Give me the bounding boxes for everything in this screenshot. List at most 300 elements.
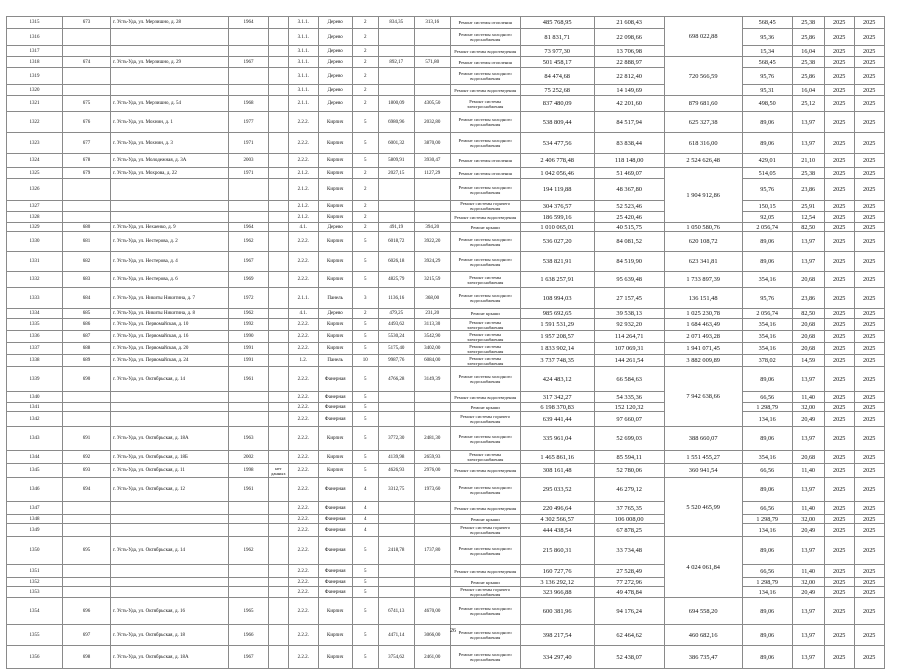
cell-id: 684 [63, 288, 111, 309]
cell-work: Ремонт системы электроснабжения [450, 96, 520, 112]
cell-note: нет данных [269, 464, 289, 478]
cell-y2: 2025 [854, 464, 884, 478]
cell-note [269, 427, 289, 451]
cell-note [269, 403, 289, 412]
cell-total: 388 660,07 [664, 427, 742, 451]
cell-y1: 2025 [824, 168, 854, 179]
cell-year: 1963 [229, 427, 269, 451]
cell-cost: 75 252,68 [520, 85, 594, 96]
cell-addr [111, 212, 229, 223]
cell-note [269, 598, 289, 625]
cell-id: 689 [63, 355, 111, 367]
cell-area [378, 85, 414, 96]
cell-addr: г. Усть-Уда, ул. Октябрьская, д. 11 [111, 464, 229, 478]
cell-area2 [414, 515, 450, 524]
cell-mat: Дерево [318, 57, 352, 68]
cell-cost: 424 483,12 [520, 367, 594, 392]
cell-unit2: 11,40 [792, 502, 824, 515]
cell-y1: 2025 [824, 232, 854, 252]
cell-y1: 2025 [824, 587, 854, 598]
cell-y1: 2025 [824, 29, 854, 46]
cell-area [378, 212, 414, 223]
cell-year [229, 201, 269, 212]
cell-unit2: 25,38 [792, 57, 824, 68]
cell-addr: г. Усть-Уда, ул. Нестерова, д. 6 [111, 272, 229, 288]
cell-addr: г. Усть-Уда, ул. Октябрьская, д. 14 [111, 537, 229, 565]
cell-area: 6018,72 [378, 232, 414, 252]
cell-area: 9987,76 [378, 355, 414, 367]
cell-year: 1968 [229, 96, 269, 112]
cell-mat: Кирпич [318, 598, 352, 625]
cell-area [378, 515, 414, 524]
cell-id [63, 502, 111, 515]
cell-y1: 2025 [824, 272, 854, 288]
cell-y2: 2025 [854, 367, 884, 392]
cell-y2: 2025 [854, 537, 884, 565]
cell-note [269, 451, 289, 464]
table-row [7, 46, 885, 57]
cell-y2: 2025 [854, 29, 884, 46]
cell-cost: 485 768,95 [520, 17, 594, 29]
cell-addr: г. Усть-Уда, ул. Октябрьская, д. 16 [111, 598, 229, 625]
cell-fl: 5 [352, 367, 378, 392]
cell-code: 2.1.1. [288, 96, 318, 112]
cell-mat: Кирпич [318, 168, 352, 179]
cell-code: 2.2.2. [288, 598, 318, 625]
cell-y1: 2025 [824, 478, 854, 502]
cell-y1: 2025 [824, 85, 854, 96]
cell-addr [111, 578, 229, 587]
cell-unit2: 25,38 [792, 168, 824, 179]
cell-cost2: 77 272,96 [594, 578, 664, 587]
table-row [7, 537, 885, 565]
cell-y2: 2025 [854, 17, 884, 29]
table-row [7, 331, 885, 343]
cell-fl: 5 [352, 412, 378, 427]
cell-addr: г. Усть-Уда, ул. Никиты Никитина, д. 8 [111, 309, 229, 319]
cell-area2: 3922,20 [414, 232, 450, 252]
cell-area: 2418,78 [378, 537, 414, 565]
cell-cost2: 52 523,46 [594, 201, 664, 212]
cell-y2: 2025 [854, 355, 884, 367]
cell-total: 1 025 230,78 [664, 309, 742, 319]
cell-id: 692 [63, 451, 111, 464]
cell-mat: Дерево [318, 223, 352, 232]
cell-mat: Дерево [318, 17, 352, 29]
table-row [7, 319, 885, 331]
cell-y2: 2025 [854, 223, 884, 232]
cell-total: 618 316,00 [664, 133, 742, 154]
cell-y2: 2025 [854, 154, 884, 168]
cell-fl: 2 [352, 201, 378, 212]
cell-year [229, 587, 269, 598]
cell-addr [111, 502, 229, 515]
cell-y1: 2025 [824, 343, 854, 355]
cell-cost2: 22 098,66 [594, 29, 664, 46]
cell-total: 2 524 626,48 [664, 154, 742, 168]
cell-note [269, 331, 289, 343]
cell-unit: 66,56 [742, 392, 792, 403]
cell-total: 4 024 061,84 [664, 537, 742, 598]
cell-code: 2.2.2. [288, 478, 318, 502]
cell-area2: 3149,39 [414, 367, 450, 392]
cell-mat: Кирпич [318, 331, 352, 343]
cell-id [63, 578, 111, 587]
cell-year: 1990 [229, 331, 269, 343]
cell-cost: 308 161,48 [520, 464, 594, 478]
cell-work: Ремонт системы электроснабжения [450, 319, 520, 331]
cell-note [269, 223, 289, 232]
cell-area2 [414, 212, 450, 223]
cell-id [63, 68, 111, 85]
table-row [7, 29, 885, 46]
cell-note [269, 524, 289, 537]
cell-id: 683 [63, 272, 111, 288]
cell-area2: 3113,30 [414, 319, 450, 331]
cell-unit: 89,06 [742, 232, 792, 252]
table-row [7, 68, 885, 85]
cell-addr [111, 29, 229, 46]
cell-work: Ремонт системы холодного водоснабжения [450, 288, 520, 309]
cell-addr: г. Усть-Уда, ул. Октябрьская, д. 12 [111, 478, 229, 502]
cell-y2: 2025 [854, 57, 884, 68]
cell-cost2: 152 120,32 [594, 403, 664, 412]
cell-id: 685 [63, 309, 111, 319]
cell-unit2: 20,68 [792, 319, 824, 331]
cell-work: Ремонт системы электроснабжения [450, 355, 520, 367]
cell-note [269, 68, 289, 85]
cell-cost2: 92 932,20 [594, 319, 664, 331]
cell-unit: 150,15 [742, 201, 792, 212]
cell-unit: 89,06 [742, 598, 792, 625]
cell-total: 1 904 912,86 [664, 168, 742, 223]
cell-addr: г. Усть-Уда, ул. Никиты Никитина, д. 7 [111, 288, 229, 309]
cell-n: 1322 [7, 112, 63, 133]
register-rows [7, 17, 885, 669]
cell-fl: 5 [352, 272, 378, 288]
cell-fl: 2 [352, 57, 378, 68]
cell-cost: 1 010 065,01 [520, 223, 594, 232]
cell-note [269, 537, 289, 565]
cell-n: 1340 [7, 392, 63, 403]
cell-work: Ремонт крыши [450, 578, 520, 587]
cell-year [229, 85, 269, 96]
cell-work: Ремонт системы водоотведения [450, 46, 520, 57]
cell-addr [111, 565, 229, 578]
cell-y2: 2025 [854, 392, 884, 403]
table-row [7, 232, 885, 252]
cell-id: 675 [63, 96, 111, 112]
cell-y2: 2025 [854, 502, 884, 515]
table-row [7, 392, 885, 403]
cell-year: 1992 [229, 319, 269, 331]
cell-unit2: 25,12 [792, 96, 824, 112]
cell-fl: 2 [352, 309, 378, 319]
cell-id: 693 [63, 464, 111, 478]
cell-note [269, 309, 289, 319]
cell-addr: г. Усть-Уда, ул. Мерзишно, д. 29 [111, 57, 229, 68]
cell-id [63, 515, 111, 524]
cell-cost: 1 833 902,14 [520, 343, 594, 355]
cell-area [378, 201, 414, 212]
cell-unit: 568,45 [742, 57, 792, 68]
table-row [7, 57, 885, 68]
cell-n: 1353 [7, 587, 63, 598]
cell-total: 460 682,16 [664, 625, 742, 646]
cell-unit2: 12,54 [792, 212, 824, 223]
cell-cost: 81 831,71 [520, 29, 594, 46]
cell-total: 620 108,72 [664, 232, 742, 252]
cell-work: Ремонт системы холодного водоснабжения [450, 625, 520, 646]
table-row [7, 367, 885, 392]
cell-unit: 134,16 [742, 524, 792, 537]
cell-n: 1348 [7, 515, 63, 524]
cell-unit2: 20,49 [792, 587, 824, 598]
cell-n: 1338 [7, 355, 63, 367]
cell-addr: г. Усть-Уда, ул. Нестерова, д. 4 [111, 252, 229, 272]
cell-fl: 5 [352, 319, 378, 331]
cell-code: 2.2.2. [288, 646, 318, 669]
cell-cost: 335 961,04 [520, 427, 594, 451]
cell-work: Ремонт системы холодного водоснабжения [450, 427, 520, 451]
cell-area: 2027,15 [378, 168, 414, 179]
cell-code: 2.2.2. [288, 515, 318, 524]
cell-unit: 134,16 [742, 587, 792, 598]
cell-addr [111, 524, 229, 537]
cell-code: 2.2.2. [288, 578, 318, 587]
table-row [7, 17, 885, 29]
cell-cost: 215 860,31 [520, 537, 594, 565]
cell-unit2: 13,97 [792, 252, 824, 272]
cell-work: Ремонт системы холодного водоснабжения [450, 232, 520, 252]
cell-note [269, 133, 289, 154]
cell-unit2: 23,86 [792, 288, 824, 309]
cell-note [269, 502, 289, 515]
cell-id [63, 46, 111, 57]
cell-unit2: 20,68 [792, 272, 824, 288]
cell-y1: 2025 [824, 201, 854, 212]
cell-n: 1341 [7, 403, 63, 412]
cell-cost: 1 957 208,57 [520, 331, 594, 343]
cell-addr [111, 46, 229, 57]
cell-cost2: 13 706,98 [594, 46, 664, 57]
cell-area2 [414, 502, 450, 515]
cell-total: 360 941,54 [664, 464, 742, 478]
cell-year [229, 524, 269, 537]
cell-addr: г. Усть-Уда, ул. Молодежная, д. 3А [111, 154, 229, 168]
cell-mat: Кирпич [318, 464, 352, 478]
cell-cost2: 106 008,00 [594, 515, 664, 524]
cell-cost2: 27 157,45 [594, 288, 664, 309]
cell-work: Ремонт системы холодного водоснабжения [450, 646, 520, 669]
cell-cost2: 94 176,24 [594, 598, 664, 625]
cell-area: 6980,96 [378, 112, 414, 133]
table-row [7, 524, 885, 537]
cell-n: 1345 [7, 464, 63, 478]
cell-y1: 2025 [824, 537, 854, 565]
cell-fl: 5 [352, 343, 378, 355]
cell-work: Ремонт системы холодного водоснабжения [450, 252, 520, 272]
cell-id [63, 212, 111, 223]
cell-cost: 160 727,76 [520, 565, 594, 578]
cell-area: 3772,30 [378, 427, 414, 451]
cell-work: Ремонт системы водоотведения [450, 502, 520, 515]
cell-cost2: 22 812,40 [594, 68, 664, 85]
cell-y2: 2025 [854, 578, 884, 587]
cell-y2: 2025 [854, 427, 884, 451]
cell-area2: 1737,80 [414, 537, 450, 565]
cell-area2 [414, 392, 450, 403]
cell-fl: 5 [352, 464, 378, 478]
table-row [7, 212, 885, 223]
cell-year [229, 46, 269, 57]
cell-y1: 2025 [824, 17, 854, 29]
cell-cost2: 40 515,75 [594, 223, 664, 232]
cell-year [229, 412, 269, 427]
cell-code: 2.2.2. [288, 403, 318, 412]
cell-n: 1336 [7, 331, 63, 343]
cell-y1: 2025 [824, 625, 854, 646]
cell-area [378, 68, 414, 85]
cell-note [269, 17, 289, 29]
cell-cost2: 21 608,43 [594, 17, 664, 29]
cell-cost: 1 465 861,16 [520, 451, 594, 464]
cell-n: 1351 [7, 565, 63, 578]
cell-year: 1998 [229, 464, 269, 478]
cell-n: 1342 [7, 412, 63, 427]
cell-work: Ремонт системы электроснабжения [450, 331, 520, 343]
cell-y2: 2025 [854, 524, 884, 537]
cell-work: Ремонт системы холодного водоснабжения [450, 537, 520, 565]
cell-code: 2.1.1. [288, 288, 318, 309]
cell-cost2: 114 264,71 [594, 331, 664, 343]
cell-fl: 5 [352, 587, 378, 598]
table-row [7, 343, 885, 355]
cell-mat: Кирпич [318, 272, 352, 288]
cell-cost: 501 458,17 [520, 57, 594, 68]
cell-unit: 354,16 [742, 451, 792, 464]
cell-code: 2.2.2. [288, 112, 318, 133]
cell-fl: 5 [352, 537, 378, 565]
cell-work: Ремонт системы холодного водоснабжения [450, 598, 520, 625]
cell-area2: 2481,30 [414, 427, 450, 451]
cell-unit: 2 056,74 [742, 309, 792, 319]
cell-cost: 444 438,54 [520, 524, 594, 537]
cell-mat: Фанерная [318, 565, 352, 578]
cell-unit: 354,16 [742, 319, 792, 331]
cell-area: 5809,91 [378, 154, 414, 168]
cell-id [63, 412, 111, 427]
cell-cost2: 52 438,07 [594, 646, 664, 669]
cell-unit2: 13,97 [792, 537, 824, 565]
cell-unit: 2 056,74 [742, 223, 792, 232]
table-row [7, 515, 885, 524]
cell-note [269, 272, 289, 288]
cell-addr: г. Усть-Уда, ул. Октябрьская, д. 18 [111, 625, 229, 646]
cell-unit: 89,06 [742, 252, 792, 272]
cell-y1: 2025 [824, 46, 854, 57]
cell-total: 1 733 897,39 [664, 272, 742, 288]
cell-n: 1329 [7, 223, 63, 232]
cell-year: 1965 [229, 598, 269, 625]
cell-work: Ремонт системы отопления [450, 57, 520, 68]
cell-year: 1962 [229, 537, 269, 565]
cell-code: 2.2.2. [288, 154, 318, 168]
table-row [7, 309, 885, 319]
cell-mat: Фанерная [318, 515, 352, 524]
cell-y1: 2025 [824, 464, 854, 478]
cell-unit2: 82,50 [792, 223, 824, 232]
cell-fl: 2 [352, 212, 378, 223]
cell-unit2: 13,97 [792, 625, 824, 646]
cell-id: 698 [63, 646, 111, 669]
cell-year: 1964 [229, 223, 269, 232]
table-row [7, 201, 885, 212]
cell-year: 1969 [229, 272, 269, 288]
table-row [7, 85, 885, 96]
cell-area2 [414, 565, 450, 578]
cell-cost2: 49 478,84 [594, 587, 664, 598]
cell-addr [111, 68, 229, 85]
table-row [7, 403, 885, 412]
cell-cost2: 62 464,62 [594, 625, 664, 646]
cell-unit: 89,06 [742, 427, 792, 451]
cell-id: 687 [63, 331, 111, 343]
cell-unit2: 13,97 [792, 133, 824, 154]
cell-fl: 5 [352, 331, 378, 343]
cell-area: 5530,24 [378, 331, 414, 343]
cell-cost: 3 737 748,35 [520, 355, 594, 367]
cell-unit: 89,06 [742, 112, 792, 133]
cell-work: Ремонт крыши [450, 309, 520, 319]
cell-area: 1136,16 [378, 288, 414, 309]
cell-fl: 4 [352, 524, 378, 537]
cell-area2 [414, 412, 450, 427]
cell-id: 676 [63, 112, 111, 133]
cell-unit: 89,06 [742, 478, 792, 502]
cell-cost2: 46 279,12 [594, 478, 664, 502]
cell-note [269, 355, 289, 367]
cell-unit2: 20,68 [792, 331, 824, 343]
cell-unit2: 11,40 [792, 464, 824, 478]
cell-n: 1337 [7, 343, 63, 355]
cell-year [229, 212, 269, 223]
cell-unit2: 16,04 [792, 46, 824, 57]
cell-fl: 5 [352, 112, 378, 133]
cell-n: 1355 [7, 625, 63, 646]
cell-work: Ремонт системы водоотведения [450, 85, 520, 96]
cell-area [378, 29, 414, 46]
cell-y1: 2025 [824, 578, 854, 587]
cell-note [269, 319, 289, 331]
cell-code: 2.2.2. [288, 232, 318, 252]
cell-addr: г. Усть-Уда, ул. Первомайская, д. 24 [111, 355, 229, 367]
cell-work: Ремонт крыши [450, 515, 520, 524]
cell-cost2: 84 517,94 [594, 112, 664, 133]
cell-fl: 2 [352, 46, 378, 57]
table-row [7, 565, 885, 578]
cell-work: Ремонт системы холодного водоснабжения [450, 478, 520, 502]
cell-area: 4493,62 [378, 319, 414, 331]
cell-n: 1332 [7, 272, 63, 288]
cell-year: 1967 [229, 57, 269, 68]
cell-n: 1350 [7, 537, 63, 565]
cell-mat: Панель [318, 355, 352, 367]
cell-cost2: 97 660,07 [594, 412, 664, 427]
cell-cost: 73 977,30 [520, 46, 594, 57]
cell-y1: 2025 [824, 403, 854, 412]
cell-cost2: 25 420,46 [594, 212, 664, 223]
